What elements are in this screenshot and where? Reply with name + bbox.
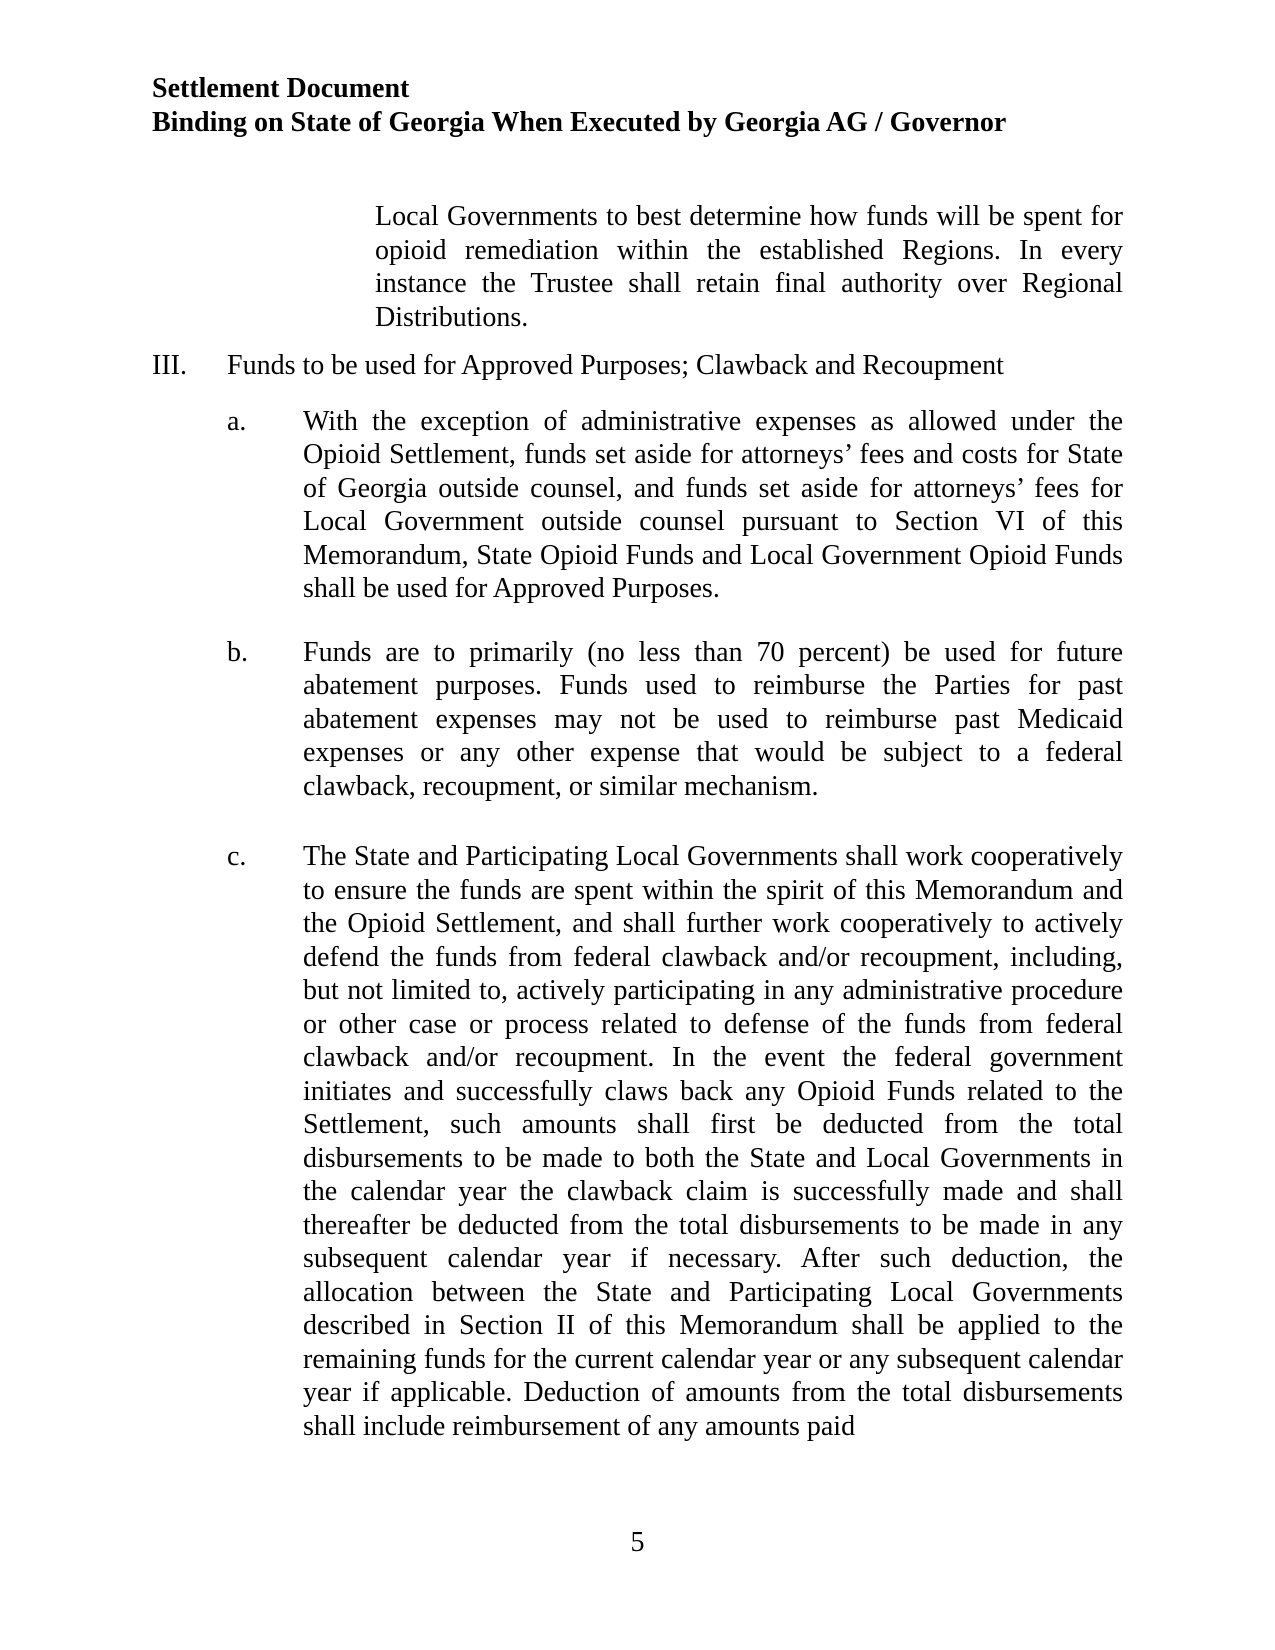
page-content bbox=[152, 72, 1123, 1443]
list-item-label: a. bbox=[227, 405, 247, 437]
list-item-label: b. bbox=[227, 636, 248, 668]
document-subtitle: Binding on State of Georgia When Executed by Georgia AG / Governor bbox=[152, 106, 1007, 138]
document-title: Settlement Document bbox=[152, 73, 410, 104]
document-header bbox=[152, 72, 1123, 139]
list-item bbox=[227, 405, 1123, 606]
section-title: Funds to be used for Approved Purposes; Clawback and Recoupment bbox=[227, 350, 1004, 381]
list-item-label: c. bbox=[227, 841, 247, 872]
list-item-text: With the exception of administrative expenses as allowed under the Opioid Settlement, funds set aside for attorneys’ fees and costs for State of Georgia outside counsel, and funds set aside for attorneys’ fees for Local Government outside counsel pursuant to Section VI of this Memorandum, State Opioid Funds and Local Government Opioid Funds shall be used for Approved Purposes. bbox=[303, 405, 1123, 604]
list-item bbox=[227, 636, 1123, 804]
page-number: 5 bbox=[630, 1527, 645, 1558]
list-item-text: The State and Participating Local Governments shall work cooperatively to ensure the funds are spent within the spirit of this Memorandum and the Opioid Settlement, and shall further work cooperatively to actively defend the funds from federal clawback and/or recoupment, including, but not limited to, actively participating in any administrative procedure or other case or process related to defense of the funds from federal clawback and/or recoupment. In the event the federal government initiates and successfully claws back any Opioid Funds related to the Settlement, such amounts shall first be deducted from the total disbursements to be made to both the State and Local Governments in the calendar year the clawback claim is successfully made and shall thereafter be deducted from the total disbursements to be made in any subsequent calendar year if necessary. After such deduction, the allocation between the State and Participating Local Governments described in Section II of this Memorandum shall be applied to the remaining funds for the current calendar year or any subsequent calendar year if applicable. Deduction of amounts from the total disbursements shall include reimbursement of any amounts paid bbox=[303, 841, 1123, 1442]
list-item bbox=[227, 840, 1123, 1443]
section-number: III. bbox=[152, 350, 187, 381]
continuation-paragraph: Local Governments to best determine how funds will be spent for opioid remediation within the established Regions. In every instance the Trustee shall retain final authority over Regional Distributions. bbox=[375, 201, 1123, 333]
section-heading bbox=[152, 349, 1123, 383]
list-item-text: Funds are to primarily (no less than 70 percent) be used for future abatement purposes. Funds used to reimburse the Parties for past abatement expenses may not be used to reimburse past Medicaid expenses or any other expense that would be subject to a federal clawback, recoupment, or similar mechanism. bbox=[303, 636, 1123, 802]
